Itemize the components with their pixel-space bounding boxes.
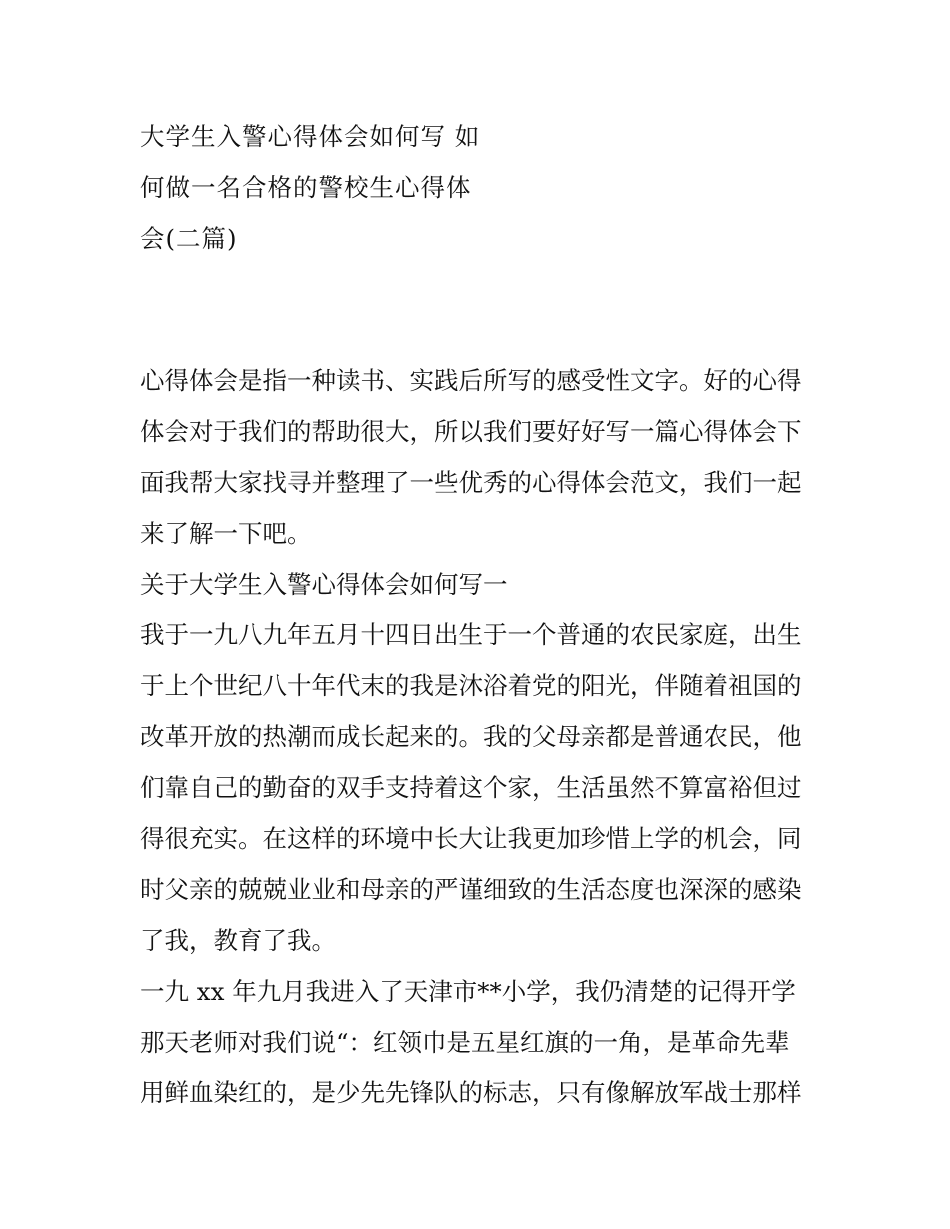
body-line: 们靠自己的勤奋的双手支持着这个家，生活虽然不算富裕但过 bbox=[140, 773, 802, 803]
title-line: 会(二篇) bbox=[140, 223, 238, 253]
body-line: 我于一九八九年五月十四日出生于一个普通的农民家庭，出生 bbox=[140, 620, 802, 650]
document-title bbox=[140, 112, 820, 265]
intro-line: 心得体会是指一种读书、实践后所写的感受性文字。好的心得 bbox=[140, 366, 802, 395]
body-line: 了我，教育了我。 bbox=[140, 925, 336, 955]
title-line: 大学生入警心得体会如何写 如 bbox=[140, 122, 481, 151]
body-line: 改革开放的热潮而成长起来的。我的父母亲都是普通农民，他 bbox=[140, 722, 802, 752]
intro-line: 体会对于我们的帮助很大，所以我们要好好写一篇心得体会下 bbox=[140, 416, 802, 446]
title-line: 何做一名合格的警校生心得体 bbox=[140, 172, 472, 202]
body-line: 于上个世纪八十年代末的我是沐浴着党的阳光，伴随着祖国的 bbox=[140, 671, 802, 701]
document-body bbox=[140, 356, 830, 1119]
body-line: 得很充实。在这样的环境中长大让我更加珍惜上学的机会，同 bbox=[140, 824, 802, 854]
intro-line: 面我帮大家找寻并整理了一些优秀的心得体会范文，我们一起 bbox=[140, 467, 802, 497]
body-line: 那天老师对我们说“：红领巾是五星红旗的一角，是革命先辈 bbox=[140, 1027, 790, 1057]
body-line: 一九 xx 年九月我进入了天津市**小学，我仍清楚的记得开学 bbox=[140, 976, 796, 1006]
section-heading: 关于大学生入警心得体会如何写一 bbox=[140, 569, 508, 599]
body-line: 用鲜血染红的，是少先先锋队的标志，只有像解放军战士那样 bbox=[140, 1078, 802, 1108]
intro-line: 来了解一下吧。 bbox=[140, 518, 312, 548]
body-line: 时父亲的兢兢业业和母亲的严谨细致的生活态度也深深的感染 bbox=[140, 874, 802, 904]
